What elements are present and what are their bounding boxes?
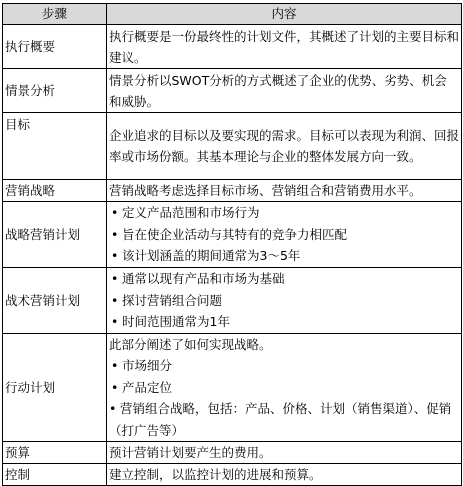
list-item-text: 产品定位 xyxy=(122,379,173,395)
header-content: 内容 xyxy=(107,4,462,25)
step-cell: 目标 xyxy=(3,113,107,180)
list-intro: 此部分阐述了如何实现战略。 xyxy=(109,337,272,352)
table-row xyxy=(3,334,462,442)
bullet-icon: • xyxy=(111,314,119,330)
bullet-icon: • xyxy=(111,205,119,221)
bullet-icon: • xyxy=(111,226,119,242)
step-cell: 战略营销计划 xyxy=(3,202,107,268)
list-item xyxy=(109,268,459,290)
table-row xyxy=(3,464,462,486)
table-row xyxy=(3,69,462,113)
content-cell xyxy=(107,202,462,268)
list-item xyxy=(109,398,459,441)
content-cell xyxy=(107,268,462,334)
header-step: 步骤 xyxy=(3,4,107,25)
marketing-plan-table xyxy=(2,3,462,486)
content-cell xyxy=(107,334,462,442)
step-cell: 控制 xyxy=(3,464,107,486)
table-header-row xyxy=(3,4,462,25)
bullet-icon: • xyxy=(111,358,119,373)
list-item xyxy=(109,311,459,333)
step-cell: 执行概要 xyxy=(3,25,107,69)
bullet-icon: • xyxy=(111,379,119,395)
step-cell: 战术营销计划 xyxy=(3,268,107,334)
step-cell: 营销战略 xyxy=(3,180,107,202)
step-cell: 行动计划 xyxy=(3,334,107,442)
list-item xyxy=(109,290,459,312)
bullet-icon: • xyxy=(111,271,119,287)
content-cell: 营销战略考虑选择目标市场、营销组合和营销费用水平。 xyxy=(107,180,462,202)
list-item xyxy=(109,224,459,246)
list-item-text: 旨在使企业活动与其特有的竞争力相匹配 xyxy=(122,226,348,242)
table-row xyxy=(3,442,462,464)
content-cell: 预计营销计划要产生的费用。 xyxy=(107,442,462,464)
content-cell: 企业追求的目标以及要实现的需求。目标可以表现为利润、回报率或市场份额。其基本理论与企业的整体发展方向一致。 xyxy=(107,113,462,180)
table-row xyxy=(3,25,462,69)
list-item xyxy=(109,377,459,399)
table-row xyxy=(3,180,462,202)
step-cell: 预算 xyxy=(3,442,107,464)
content-cell: 执行概要是一份最终性的计划文件，其概述了计划的主要目标和建议。 xyxy=(107,25,462,69)
list-item-text: 市场细分 xyxy=(122,358,173,373)
list-item xyxy=(109,245,459,267)
table-row xyxy=(3,113,462,180)
bullet-icon: • xyxy=(111,292,119,308)
list-item-text: 探讨营销组合问题 xyxy=(122,292,223,308)
bullet-icon: • xyxy=(109,401,117,416)
list-item-text: 定义产品范围和市场行为 xyxy=(122,205,260,221)
content-cell: 情景分析以SWOT分析的方式概述了企业的优势、劣势、机会和威胁。 xyxy=(107,69,462,113)
list-item-text: 该计划涵盖的期间通常为3～5年 xyxy=(122,248,301,264)
list-item xyxy=(109,355,459,377)
step-cell: 情景分析 xyxy=(3,69,107,113)
table-row xyxy=(3,202,462,268)
list-item-text: 时间范围通常为1年 xyxy=(122,314,230,330)
list-item-text: 通常以现有产品和市场为基础 xyxy=(122,271,285,287)
bullet-icon: • xyxy=(111,248,119,264)
table-row xyxy=(3,268,462,334)
list-item xyxy=(109,202,459,224)
content-cell: 建立控制，以监控计划的进展和预算。 xyxy=(107,464,462,486)
list-item-text: 营销组合战略，包括：产品、价格、计划（销售渠道）、促销（打广告等） xyxy=(109,401,452,438)
